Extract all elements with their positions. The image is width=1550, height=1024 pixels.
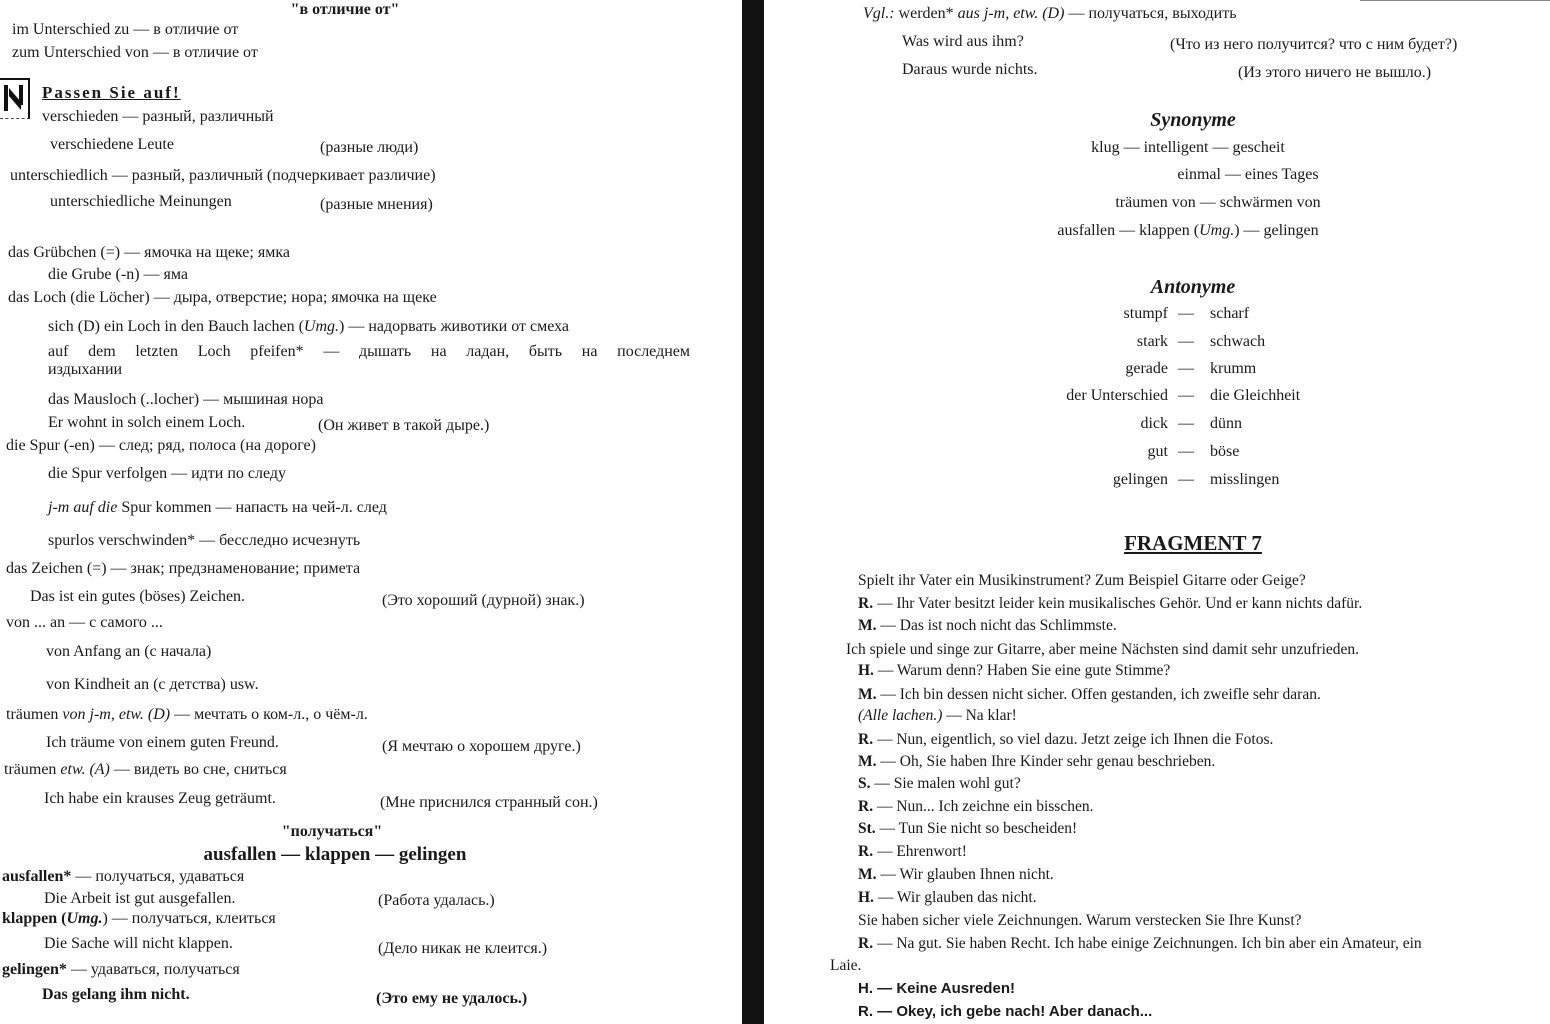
antonym-right: die Gleichheit <box>1210 387 1301 404</box>
dialogue-line: Spielt ihr Vater ein Musikinstrument? Zum Beispiel Gitarre oder Geige? <box>858 572 1306 589</box>
antonym-dash: — <box>1178 443 1194 460</box>
dialogue-line: St. — Tun Sie nicht so bescheiden! <box>858 820 1078 837</box>
vgl-werden-entry: Vgl.: werden* aus j-m, etw. (D) — получаться, выходить <box>863 5 1237 22</box>
antonym-right: scharf <box>1210 305 1250 322</box>
example-de: Ich träume von einem guten Freund. <box>46 734 279 751</box>
antonym-left: gelingen <box>1112 471 1168 488</box>
example-von-kindheit-an: von Kindheit an (с детства) usw. <box>46 676 259 693</box>
example-de: Ich habe ein krauses Zeug geträumt. <box>44 790 276 807</box>
dialogue-line: R. — Ehrenwort! <box>858 843 967 860</box>
idiom-letzten-loch-cont: издыхании <box>48 361 123 378</box>
antonym-dash: — <box>1178 333 1194 350</box>
example-ru: (разные люди) <box>320 139 419 156</box>
entry-klappen: klappen (Umg.) — получаться, клеиться <box>2 910 276 927</box>
example-ru: (Мне приснился странный сон.) <box>380 794 598 811</box>
verb-group-heading: ausfallen — klappen — gelingen <box>203 844 467 865</box>
entry-im-unterschied-zu: im Unterschied zu — в отличие от <box>12 21 239 38</box>
entry-gruebchen: das Grübchen (=) — ямочка на щеке; ямка <box>8 244 290 261</box>
antonym-left: dick <box>1140 415 1168 432</box>
example-von-anfang-an: von Anfang an (с начала) <box>46 643 212 660</box>
dialogue-line: R. — Nun... Ich zeichne ein bisschen. <box>858 798 1094 815</box>
antonym-dash: — <box>1178 305 1194 322</box>
dialogue-line: Sie haben sicher viele Zeichnungen. Warum verstecken Sie Ihre Kunst? <box>858 912 1302 929</box>
synonym-row-1: klug — intelligent — gescheit <box>1091 139 1285 156</box>
example-ru: (Это хороший (дурной) знак.) <box>382 592 585 609</box>
dialogue-line: R. — Nun, eigentlich, so viel dazu. Jetzt zeige ich Ihnen die Fotos. <box>858 731 1274 748</box>
attention-sign-icon <box>0 78 30 119</box>
idiom-loch-in-den-bauch: sich (D) ein Loch in den Bauch lachen (Umg.) — надорвать животики от смеха <box>48 318 569 335</box>
example-ru: (Я мечтаю о хорошем друге.) <box>382 738 581 755</box>
dialogue-line: R. — Ihr Vater besitzt leider kein musikalisches Gehör. Und er kann nichts dafür. <box>858 595 1363 612</box>
idiom-letzten-loch: auf dem letzten Loch pfeifen* — дышать на ладан, быть на последнем <box>48 343 690 360</box>
entry-traeumen-etw: träumen etw. (A) — видеть во сне, сниться <box>4 761 287 778</box>
dialogue-line: R. — Okey, ich gebe nach! Aber danach... <box>858 1003 1153 1020</box>
antonym-right: böse <box>1210 443 1240 460</box>
right-page <box>768 0 1550 1024</box>
dialogue-line: H. — Warum denn? Haben Sie eine gute Stimme? <box>858 662 1171 679</box>
example-de: Die Sache will nicht klappen. <box>44 935 233 952</box>
example-de: Daraus wurde nichts. <box>902 61 1038 78</box>
example-de: Das ist ein gutes (böses) Zeichen. <box>30 588 246 605</box>
antonym-right: krumm <box>1210 360 1257 377</box>
left-page <box>0 0 740 1024</box>
example-ru: (разные мнения) <box>320 196 433 213</box>
example-de: Was wird aus ihm? <box>902 33 1024 50</box>
entry-zeichen: das Zeichen (=) — знак; предзнаменование; примета <box>6 560 361 577</box>
dialogue-line: M. — Ich bin dessen nicht sicher. Offen gestanden, ich zweifle sehr daran. <box>858 686 1321 703</box>
antonym-right: dünn <box>1210 415 1242 432</box>
dialogue-line: S. — Sie malen wohl gut? <box>858 775 1021 792</box>
dialogue-line: R. — Na gut. Sie haben Recht. Ich habe einige Zeichnungen. Ich bin aber ein Amateur, ein <box>858 935 1422 952</box>
example-ru: (Работа удалась.) <box>378 892 495 909</box>
dialogue-line: M. — Wir glauben Ihnen nicht. <box>858 866 1054 883</box>
example-ru: (Дело никак не клеится.) <box>378 940 548 957</box>
antonym-left: gerade <box>1125 360 1168 377</box>
entry-grube: die Grube (-n) — яма <box>48 266 188 283</box>
entry-unterschiedlich: unterschiedlich — разный, различный (подчеркивает различие) <box>10 167 436 184</box>
idiom-spur-kommen: j-m auf die Spur kommen — напасть на чей-л. след <box>48 499 387 516</box>
entry-zum-unterschied-von: zum Unterschied von — в отличие от <box>12 44 258 61</box>
synonym-row-3: träumen von — schwärmen von <box>1115 194 1321 211</box>
entry-verschieden: verschieden — разный, различный <box>42 108 274 125</box>
section-heading-v-otlichie-ot: "в отличие от" <box>290 1 400 18</box>
dialogue-line: Ich spiele und singe zur Gitarre, aber meine Nächsten sind damit sehr unzufrieden. <box>846 641 1360 658</box>
example-ru: (Из этого ничего не вышло.) <box>1238 64 1432 81</box>
entry-gelingen: gelingen* — удаваться, получаться <box>2 961 240 978</box>
example-de: Die Arbeit ist gut ausgefallen. <box>44 890 236 907</box>
example-de: verschiedene Leute <box>50 136 174 153</box>
dialogue-line: M. — Oh, Sie haben Ihre Kinder sehr genau beschrieben. <box>858 753 1216 770</box>
entry-traeumen-von: träumen von j-m, etw. (D) — мечтать о ком-л., о чём-л. <box>6 706 368 723</box>
antonym-left: stark <box>1136 333 1168 350</box>
example-ru: (Это ему не удалось.) <box>376 990 528 1007</box>
entry-von-an: von ... an — с самого ... <box>6 614 163 631</box>
antonym-left: gut <box>1147 443 1168 460</box>
example-de: unterschiedliche Meinungen <box>50 193 232 210</box>
example-ru: (Он живет в такой дыре.) <box>318 417 490 434</box>
example-ru: (Что из него получится? что с ним будет?) <box>1170 36 1458 53</box>
page-gutter <box>742 0 764 1024</box>
antonym-dash: — <box>1178 471 1194 488</box>
passen-sie-auf-heading: Passen Sie auf! <box>42 83 181 102</box>
antonym-right: misslingen <box>1210 471 1280 488</box>
dialogue-line: H. — Wir glauben das nicht. <box>858 889 1037 906</box>
section-heading-poluchatsya: "получаться" <box>281 823 383 840</box>
example-de: Das gelang ihm nicht. <box>42 986 190 1003</box>
antonyme-heading: Antonyme <box>1150 276 1236 298</box>
antonym-dash: — <box>1178 387 1194 404</box>
entry-loch: das Loch (die Löcher) — дыра, отверстие; нора; ямочка на щеке <box>8 289 437 306</box>
antonym-right: schwach <box>1210 333 1266 350</box>
synonym-row-2: einmal — eines Tages <box>1177 166 1319 183</box>
antonym-left: der Unterschied <box>1066 387 1168 404</box>
synonyme-heading: Synonyme <box>1150 109 1236 131</box>
antonym-left: stumpf <box>1123 305 1168 322</box>
dialogue-line: (Alle lachen.) — Na klar! <box>858 707 1017 724</box>
entry-ausfallen: ausfallen* — получаться, удаваться <box>2 868 245 885</box>
idiom-spur-verfolgen: die Spur verfolgen — идти по следу <box>48 465 287 482</box>
entry-mausloch: das Mausloch (..locher) — мышиная нора <box>48 391 324 408</box>
synonym-row-4: ausfallen — klappen (Umg.) — gelingen <box>1057 222 1319 239</box>
dialogue-line: H. — Keine Ausreden! <box>858 980 1015 997</box>
antonym-dash: — <box>1178 360 1194 377</box>
example-de: Er wohnt in solch einem Loch. <box>48 414 246 431</box>
entry-spur: die Spur (-en) — след; ряд, полоса (на дороге) <box>6 437 316 454</box>
dialogue-line: Laie. <box>830 957 862 974</box>
antonym-dash: — <box>1178 415 1194 432</box>
fragment-heading: FRAGMENT 7 <box>1124 531 1262 555</box>
idiom-spurlos: spurlos verschwinden* — бесследно исчезнуть <box>48 532 361 549</box>
dialogue-line: M. — Das ist noch nicht das Schlimmste. <box>858 617 1117 634</box>
